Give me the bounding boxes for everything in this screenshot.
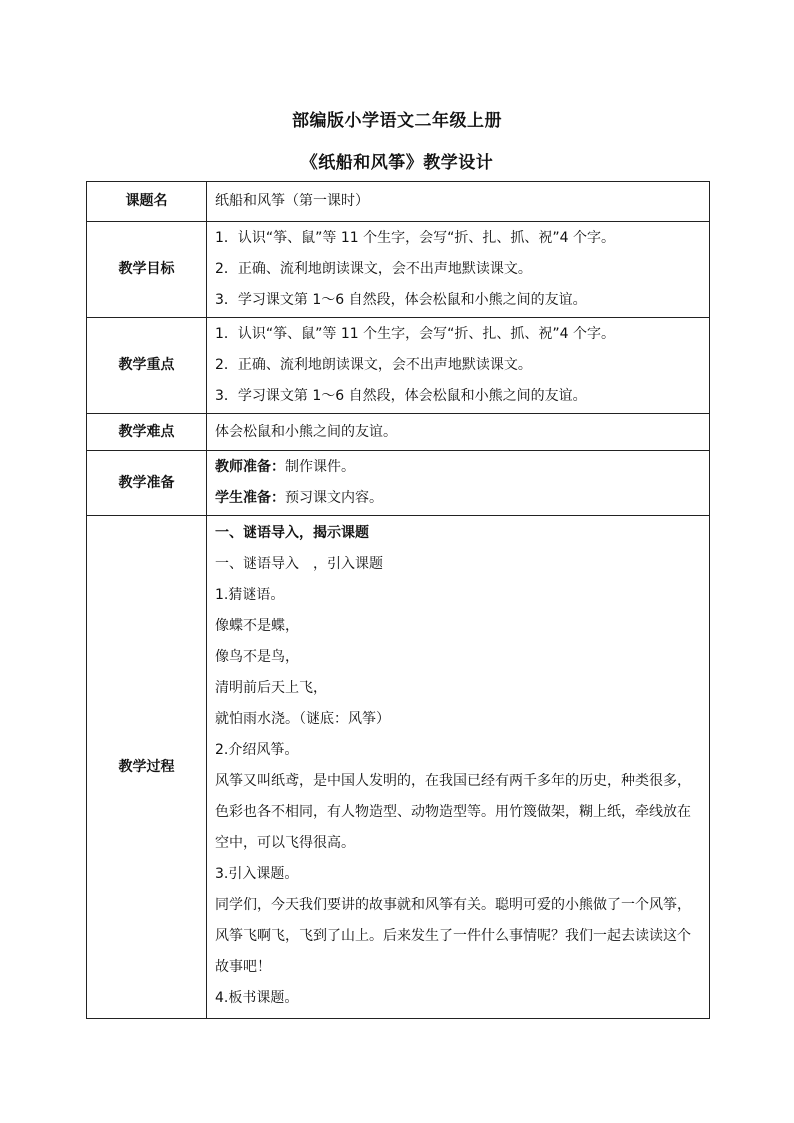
intro-paragraph: 同学们，今天我们要讲的故事就和风筝有关。聪明可爱的小熊做了一个风筝，风筝飞啊飞，飞到了山上。后来发生了一件什么事情呢？我们一起去读读这个故事吧！ [215,897,691,975]
focus-item: 2．正确、流利地朗读课文，会不出声地默读课文。 [215,357,532,373]
process-heading: 一、谜语导入，揭示课题 [215,525,369,541]
process-subheading: 一、谜语导入 ，引入课题 [215,556,383,572]
riddle-line: 像鸟不是鸟， [215,649,299,665]
riddle-line: 清明前后天上飞， [215,680,327,696]
process-label: 教学过程 [87,516,207,1019]
focus-content [207,318,710,414]
teacher-prep-line [215,452,701,483]
riddle-line: 像蝶不是蝶， [215,618,299,634]
focus-item: 1．认识“筝、鼠”等 11 个生字，会写“折、扎、抓、祝”4 个字。 [215,326,615,342]
lesson-plan-table [86,181,710,1019]
table-row-goals [87,222,710,318]
process-step: 1.猜谜语。 [215,587,285,603]
riddle-line: 就怕雨水浇。（谜底：风筝） [215,711,390,727]
table-row-process [87,516,710,1019]
goal-item: 2．正确、流利地朗读课文，会不出声地默读课文。 [215,261,532,277]
focus-item: 3．学习课文第 1～6 自然段，体会松鼠和小熊之间的友谊。 [215,388,587,404]
goals-content [207,222,710,318]
lesson-title-value: 纸船和风筝（第一课时） [207,182,710,222]
goal-item: 3．学习课文第 1～6 自然段，体会松鼠和小熊之间的友谊。 [215,292,587,308]
process-step: 4.板书课题。 [215,990,299,1006]
table-row-difficulty [87,414,710,451]
process-step: 3.引入课题。 [215,866,299,882]
table-row-preparation [87,451,710,516]
teacher-prep-label: 教师准备： [215,459,285,475]
student-prep-value: 预习课文内容。 [285,490,383,506]
difficulty-value: 体会松鼠和小熊之间的友谊。 [207,414,710,451]
goals-label: 教学目标 [87,222,207,318]
focus-label: 教学重点 [87,318,207,414]
goal-item: 1．认识“筝、鼠”等 11 个生字，会写“折、扎、抓、祝”4 个字。 [215,230,615,246]
kite-intro-paragraph: 风筝又叫纸鸢，是中国人发明的，在我国已经有两千多年的历史，种类很多，色彩也各不相同，有人物造型、动物造型等。用竹篾做架，糊上纸，牵线放在空中，可以飞得很高。 [215,773,691,851]
process-content [207,516,710,1019]
table-row-lesson-title [87,182,710,222]
lesson-title-label: 课题名 [87,182,207,222]
table-row-focus [87,318,710,414]
student-prep-line [215,483,701,514]
difficulty-label: 教学难点 [87,414,207,451]
teacher-prep-value: 制作课件。 [285,459,355,475]
preparation-label: 教学准备 [87,451,207,516]
student-prep-label: 学生准备： [215,490,285,506]
process-step: 2.介绍风筝。 [215,742,299,758]
preparation-content [207,451,710,516]
document-subtitle: 《纸船和风筝》教学设计 [300,153,494,173]
document-title: 部编版小学语文二年级上册 [292,111,502,131]
